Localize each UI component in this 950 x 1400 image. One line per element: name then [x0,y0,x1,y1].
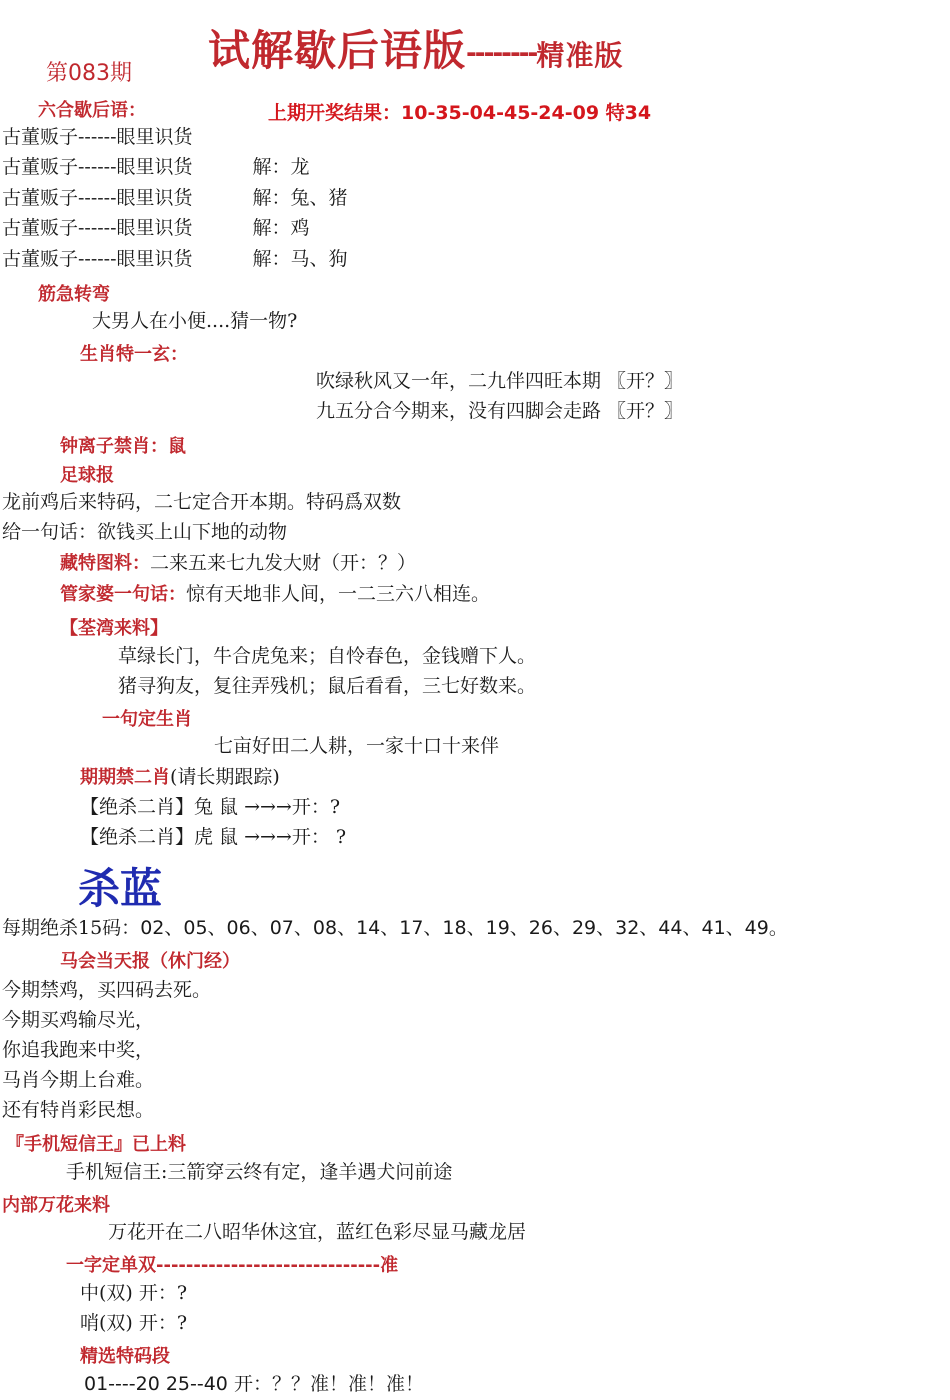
title-sub: 精准版 [536,39,624,72]
riddle-answer: 解：龙 [252,156,310,178]
football-line: 给一句话：欲钱买上山下地的动物 [2,521,288,543]
banned-two-note: (请长期跟踪) [170,766,280,788]
section-title-football-news: 足球报 [60,465,114,486]
special-range-line [84,1372,424,1396]
riddle-question: 古董贩子------眼里识货 [2,126,193,148]
kill-numbers-line [2,916,788,940]
one-sentence-text: 七亩好田二人耕，一家十口十来伴 [214,735,500,757]
banned-two-line: 【绝杀二肖】兔 鼠 →→→开：? [80,796,341,818]
sms-king-text: 手机短信王:三箭穿云终有定，逢羊遇犬问前途 [66,1161,453,1183]
kill-numbers-label: 每期绝杀15码： [2,917,141,939]
wanhua-text: 万花开在二八昭华休这宜，蓝红色彩尽显马藏龙居 [108,1221,527,1243]
section-title-riddles: 六合歇后语： [38,100,146,121]
football-line: 龙前鸡后来特码，二七定合开本期。特码爲双数 [2,491,402,513]
section-title-banned-two [80,765,280,790]
jockey-line: 你追我跑来中奖， [2,1039,155,1061]
riddle-line [2,125,193,149]
tsuen-wan-line: 猪寻狗友，复往弄残机；鼠后看看，三七好数来。 [118,675,537,697]
section-title-zodiac-mystery: 生肖特一玄： [80,344,188,365]
section-title-brain-teaser: 筋急转弯 [38,284,110,305]
hidden-picture-line [60,551,416,576]
brain-teaser-text: 大男人在小便....猜一物? [92,310,298,332]
odd-even-line: 哨(双) 开：? [80,1312,188,1334]
jockey-line: 还有特肖彩民想。 [2,1099,155,1121]
special-range-tail: 开：？？准！准！准！ [233,1373,424,1395]
housekeeper-text: 惊有天地非人间，一二三六八相连。 [186,583,491,605]
title-main: 试解歇后语版 [208,26,467,75]
riddle-line [2,247,348,271]
riddle-answer: 解：马、狗 [252,248,348,270]
jockey-line: 马肖今期上台难。 [2,1069,155,1091]
riddle-question: 古董贩子------眼里识货 [2,156,193,178]
banned-two-line: 【绝杀二肖】虎 鼠 →→→开： ? [80,826,347,848]
page-title [208,18,623,78]
riddle-answer: 解：兔、猪 [252,187,348,209]
section-title-banned-zodiac: 钟离子禁肖：鼠 [60,436,186,457]
section-title-special-range: 精选特码段 [80,1346,170,1367]
last-result: 上期开奖结果：10-35-04-45-24-09 特34 [268,102,652,124]
section-title-jockey-club: 马会当天报（休门经） [60,951,240,972]
special-range-numbers: 01----20 25--40 [84,1373,228,1395]
riddle-question: 古董贩子------眼里识货 [2,187,193,209]
banned-two-title: 期期禁二肖 [80,767,170,788]
jockey-line: 今期禁鸡，买四码去死。 [2,979,212,1001]
hidden-picture-label: 藏特图料： [60,553,150,574]
section-title-wanhua: 内部万花来料 [2,1195,110,1216]
section-title-one-sentence: 一句定生肖 [102,709,192,730]
kill-numbers: 02、05、06、07、08、14、17、18、19、26、29、32、44、41、49。 [140,917,788,939]
riddle-question: 古董贩子------眼里识货 [2,217,193,239]
riddle-answer: 解：鸡 [252,217,310,239]
odd-even-line: 中(双) 开：? [80,1282,188,1304]
section-title-odd-even: 一字定单双------------------------------准 [66,1255,399,1276]
riddle-line [2,216,310,240]
zodiac-mystery-line: 九五分合今期来，没有四脚会走路 〖开？〗 [316,400,684,422]
zodiac-mystery-line: 吹绿秋风又一年，二九伴四旺本期 〖开？〗 [316,370,684,392]
jockey-line: 今期买鸡输尽光， [2,1009,155,1031]
section-title-tsuen-wan: 【荃湾来料】 [60,618,168,639]
hidden-picture-text: 二来五来七九发大财（开：？） [150,552,417,574]
tsuen-wan-line: 草绿长门，牛合虎兔来；自怜春色，金钱赠下人。 [118,645,537,667]
riddle-line [2,155,310,179]
housekeeper-label: 管家婆一句话： [60,584,186,605]
riddle-line [2,186,348,210]
kill-blue-heading: 杀蓝 [78,864,163,913]
housekeeper-line [60,582,490,607]
section-title-sms-king: 『手机短信王』已上料 [6,1134,186,1155]
issue-number: 第083期 [46,61,132,86]
title-dash: -------- [466,38,537,69]
riddle-question: 古董贩子------眼里识货 [2,248,193,270]
